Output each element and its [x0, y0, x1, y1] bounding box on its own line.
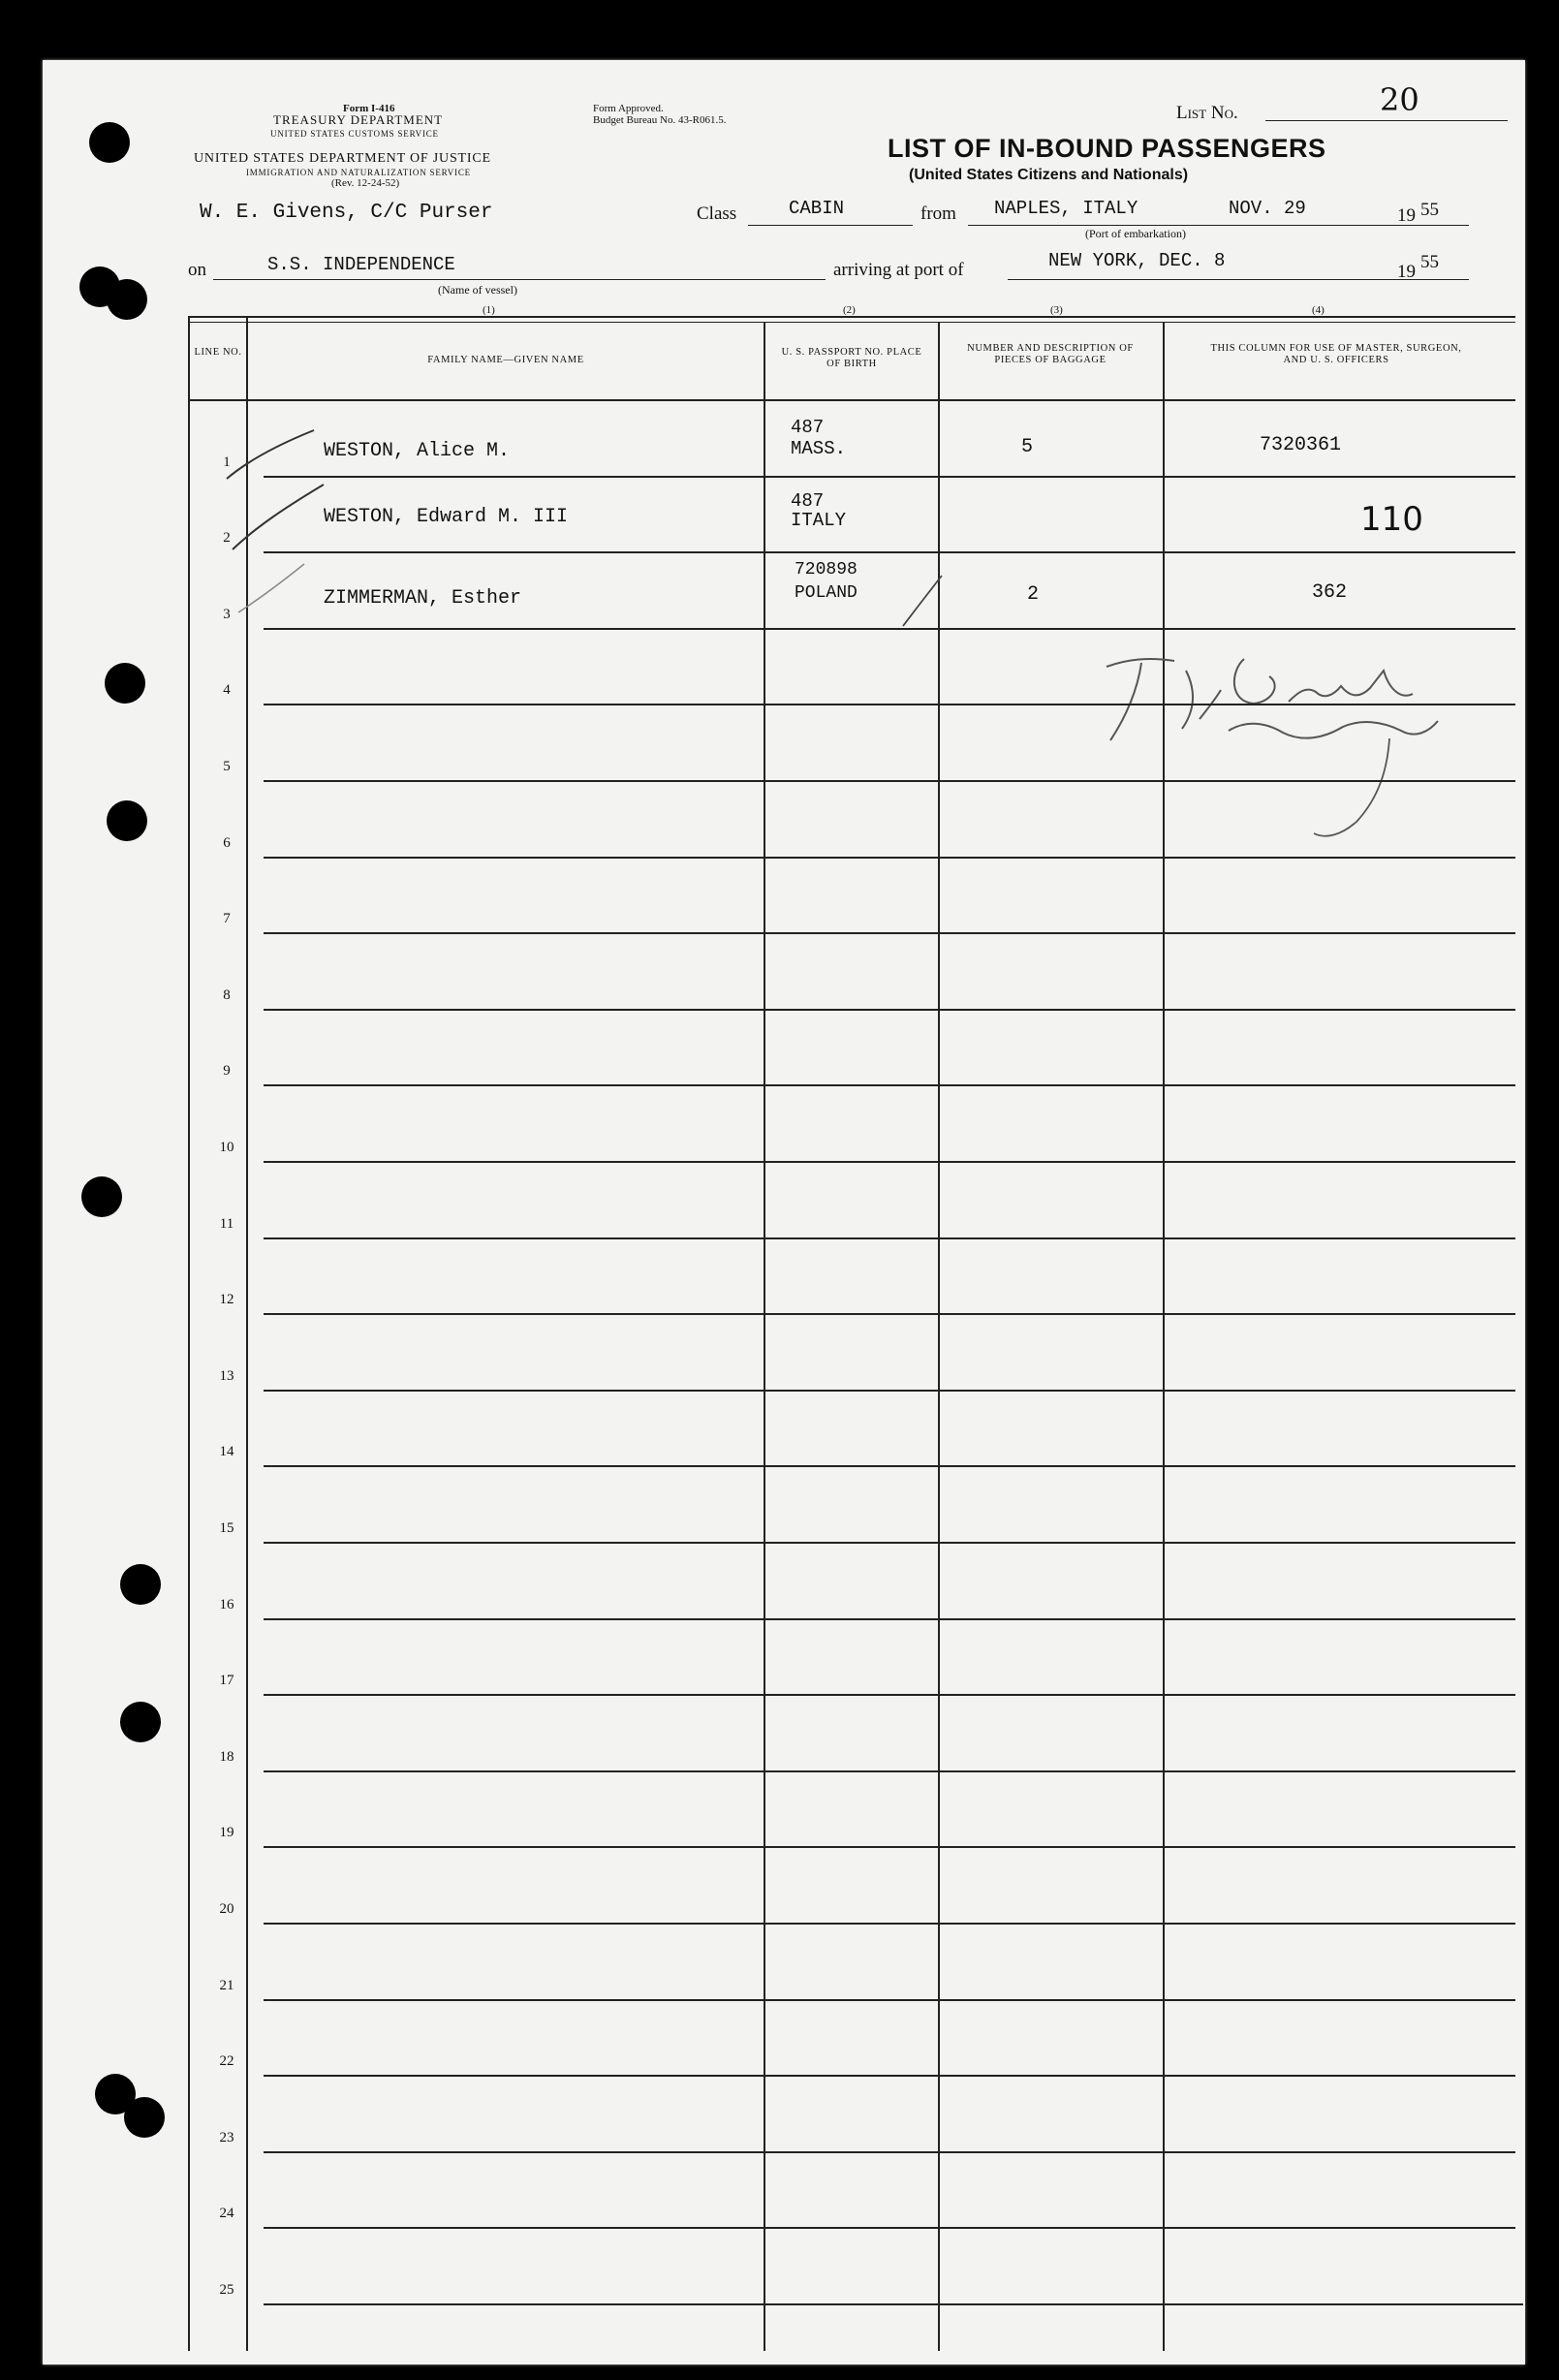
budget-bureau: Budget Bureau No. 43-R061.5.: [593, 114, 727, 126]
row-rule: [264, 932, 1515, 934]
line-number: 7: [223, 911, 231, 926]
rev-date: (Rev. 12-24-52): [331, 177, 400, 189]
binder-hole: [107, 800, 147, 841]
line-number: 20: [219, 1901, 234, 1917]
row-rule: [264, 1009, 1515, 1011]
list-no-value: 20: [1380, 81, 1419, 118]
header-officers: THIS COLUMN FOR USE OF MASTER, SURGEON, AND U. S. OFFICERS: [1210, 343, 1462, 365]
line-number: 4: [223, 682, 231, 698]
year-underline-2: [1419, 279, 1469, 280]
line-number: 10: [219, 1140, 234, 1155]
line-number: 16: [219, 1597, 234, 1613]
col-divider-baggage: [1163, 322, 1165, 2351]
arriving-label: arriving at port of: [833, 260, 964, 280]
table-top-border-inner: [188, 322, 1515, 323]
col-divider-name: [764, 322, 765, 2351]
line-number: 15: [219, 1520, 234, 1536]
treasury-dept: TREASURY DEPARTMENT: [273, 112, 444, 127]
from-underline: [968, 225, 1428, 226]
binder-hole: [89, 122, 130, 163]
passport-no-2: 487: [791, 490, 825, 512]
purser-name: W. E. Givens, C/C Purser: [200, 202, 493, 224]
row-rule: [264, 1999, 1515, 2001]
row-rule: [264, 1846, 1515, 1848]
row-rule: [264, 551, 1515, 553]
line-number: 22: [219, 2053, 234, 2069]
passport-no-1: 487: [791, 417, 825, 438]
line-number: 1: [223, 454, 231, 470]
col-number-3: (3): [1050, 304, 1063, 316]
row-rule: [264, 1618, 1515, 1620]
col-number-4: (4): [1312, 304, 1325, 316]
form-subtitle: (United States Citizens and Nationals): [909, 167, 1189, 183]
passenger-name-2: WESTON, Edward M. III: [324, 506, 569, 528]
row-rule: [264, 2303, 1523, 2305]
header-passport: U. S. PASSPORT NO. PLACE OF BIRTH: [781, 347, 922, 369]
row-rule: [264, 476, 1515, 478]
row-rule: [264, 2151, 1515, 2153]
list-no-label: List No.: [1176, 103, 1238, 123]
table-left-border: [188, 316, 190, 2351]
row-rule: [264, 2227, 1515, 2229]
form-approved: Form Approved.: [593, 103, 664, 114]
row-rule: [264, 1390, 1515, 1392]
line-number: 17: [219, 1673, 234, 1688]
year-prefix-1: 19: [1397, 205, 1416, 226]
row-rule: [264, 2075, 1515, 2077]
col-number-1: (1): [483, 304, 495, 316]
officer-note-2: 110: [1360, 500, 1423, 539]
birthplace-3: POLAND: [795, 583, 857, 603]
line-number: 18: [219, 1749, 234, 1765]
arrival-value: NEW YORK, DEC. 8: [1048, 250, 1226, 271]
header-baggage: NUMBER AND DESCRIPTION OF PIECES OF BAGGAGE: [967, 343, 1134, 365]
year-prefix-2: 19: [1397, 262, 1416, 282]
line-number: 8: [223, 987, 231, 1003]
year-value-2: 55: [1420, 252, 1439, 272]
tick-mark: [895, 564, 953, 642]
header-name: FAMILY NAME—GIVEN NAME: [427, 355, 584, 365]
baggage-1: 5: [1021, 436, 1034, 458]
class-label: Class: [697, 204, 737, 224]
birthplace-1: MASS.: [791, 438, 847, 459]
on-label: on: [188, 260, 206, 280]
binder-hole: [105, 663, 145, 704]
binder-hole: [81, 1176, 122, 1217]
line-number: 25: [219, 2282, 234, 2298]
port-embark-caption: (Port of embarkation): [1085, 227, 1186, 240]
line-number: 14: [219, 1444, 234, 1459]
row-rule: [264, 1694, 1515, 1696]
line-number: 13: [219, 1368, 234, 1384]
officer-note-1: 7320361: [1260, 434, 1342, 456]
row-rule: [264, 1923, 1515, 1925]
line-number: 12: [219, 1292, 234, 1307]
form-title: LIST OF IN-BOUND PASSENGERS: [888, 134, 1326, 163]
class-value: CABIN: [789, 198, 845, 219]
form-number: Form I-416: [343, 103, 395, 114]
line-number: 6: [223, 835, 231, 851]
passenger-name-1: WESTON, Alice M.: [324, 440, 511, 462]
vessel-caption: (Name of vessel): [438, 283, 517, 297]
row-rule: [264, 780, 1515, 782]
passenger-name-3: ZIMMERMAN, Esther: [324, 587, 522, 610]
year-value-1: 55: [1420, 200, 1439, 220]
baggage-3: 2: [1027, 583, 1040, 606]
row-rule: [264, 628, 1515, 630]
binder-hole: [120, 1702, 161, 1742]
row-rule: [264, 1770, 1515, 1772]
header-line-no: LINE NO.: [194, 347, 242, 358]
customs-service: UNITED STATES CUSTOMS SERVICE: [270, 129, 439, 139]
binder-hole: [120, 1564, 161, 1605]
binder-hole: [107, 279, 147, 320]
vessel-name: S.S. INDEPENDENCE: [267, 254, 455, 275]
officer-signature: [1099, 632, 1448, 884]
row-rule: [264, 1237, 1515, 1239]
row-rule: [264, 1161, 1515, 1163]
table-header-bottom: [188, 399, 1515, 401]
from-label: from: [920, 204, 956, 224]
row-rule: [264, 1313, 1515, 1315]
class-underline: [748, 225, 913, 226]
list-no-underline: [1265, 120, 1508, 121]
line-number: 21: [219, 1978, 234, 1993]
officer-note-3: 362: [1312, 581, 1348, 604]
manifest-sheet: [43, 60, 1525, 2364]
line-number: 2: [223, 530, 231, 546]
line-number: 23: [219, 2130, 234, 2145]
row-rule: [264, 1542, 1515, 1544]
line-number: 19: [219, 1825, 234, 1840]
justice-dept: UNITED STATES DEPARTMENT OF JUSTICE: [194, 151, 491, 166]
line-number: 5: [223, 759, 231, 774]
from-value: NAPLES, ITALY: [994, 198, 1138, 219]
line-number: 9: [223, 1063, 231, 1079]
line-number: 3: [223, 607, 231, 622]
line-number: 24: [219, 2206, 234, 2221]
departure-date: NOV. 29: [1229, 198, 1306, 219]
vessel-underline: [213, 279, 826, 280]
row-rule: [264, 1465, 1515, 1467]
table-top-border: [188, 316, 1515, 318]
col-number-2: (2): [843, 304, 856, 316]
binder-hole: [124, 2097, 165, 2138]
row-rule: [264, 857, 1515, 859]
year-underline-1: [1419, 225, 1469, 226]
birthplace-2: ITALY: [791, 510, 847, 531]
line-number: 11: [219, 1216, 234, 1232]
passport-no-3: 720898: [795, 560, 857, 579]
row-rule: [264, 704, 1515, 705]
arrival-underline: [1008, 279, 1428, 280]
row-rule: [264, 1084, 1515, 1086]
ins-service: IMMIGRATION AND NATURALIZATION SERVICE: [246, 168, 471, 177]
